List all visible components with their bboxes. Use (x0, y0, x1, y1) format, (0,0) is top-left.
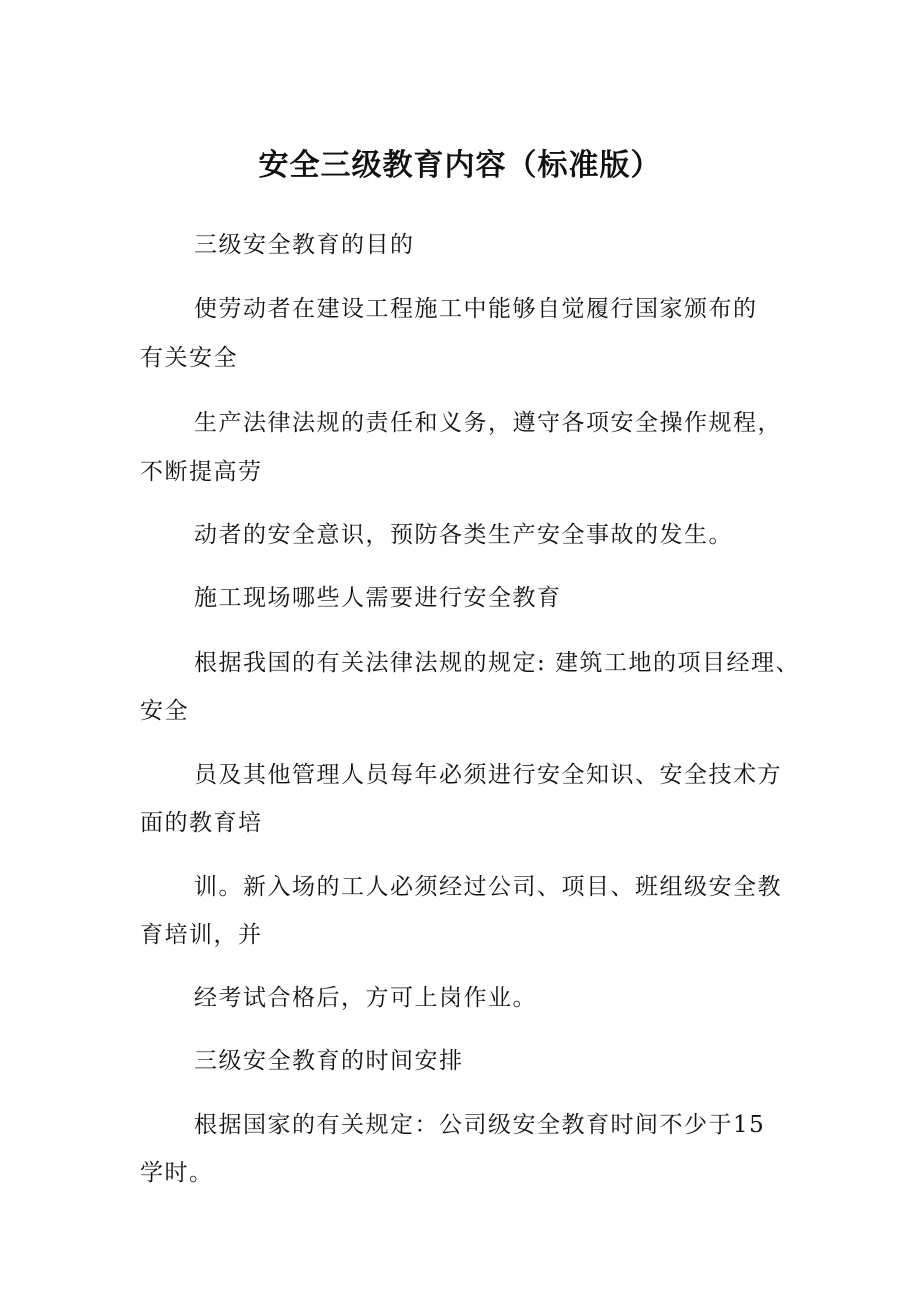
paragraph-line-continuation: 不断提高劳 (140, 459, 263, 485)
paragraph-line-continuation: 安全 (140, 698, 189, 724)
document-title: 安全三级教育内容（标准版） (258, 148, 662, 183)
section-heading-schedule: 三级安全教育的时间安排 (194, 1048, 464, 1074)
paragraph-line: 训。新入场的工人必须经过公司、项目、班组级安全教 (194, 874, 782, 900)
paragraph-line: 员及其他管理人员每年必须进行安全知识、安全技术方 (194, 762, 782, 788)
paragraph-line-continuation: 有关安全 (140, 345, 238, 371)
section-heading-who: 施工现场哪些人需要进行安全教育 (194, 585, 562, 611)
paragraph-line: 使劳动者在建设工程施工中能够自觉履行国家颁布的 (194, 296, 758, 322)
paragraph-line-continuation: 面的教育培 (140, 810, 263, 836)
paragraph-line: 生产法律法规的责任和义务，遵守各项安全操作规程， (194, 410, 782, 436)
paragraph-line: 根据我国的有关法律法规的规定: 建筑工地的项目经理、 (194, 650, 801, 676)
paragraph-line: 经考试合格后，方可上岗作业。 (194, 985, 537, 1011)
paragraph-line: 根据国家的有关规定：公司级安全教育时间不少于15 (194, 1112, 766, 1138)
paragraph-line-continuation: 育培训，并 (140, 922, 263, 948)
paragraph-line: 动者的安全意识，预防各类生产安全事故的发生。 (194, 522, 733, 548)
paragraph-line-continuation: 学时。 (140, 1160, 214, 1186)
section-heading-purpose: 三级安全教育的目的 (194, 232, 415, 258)
